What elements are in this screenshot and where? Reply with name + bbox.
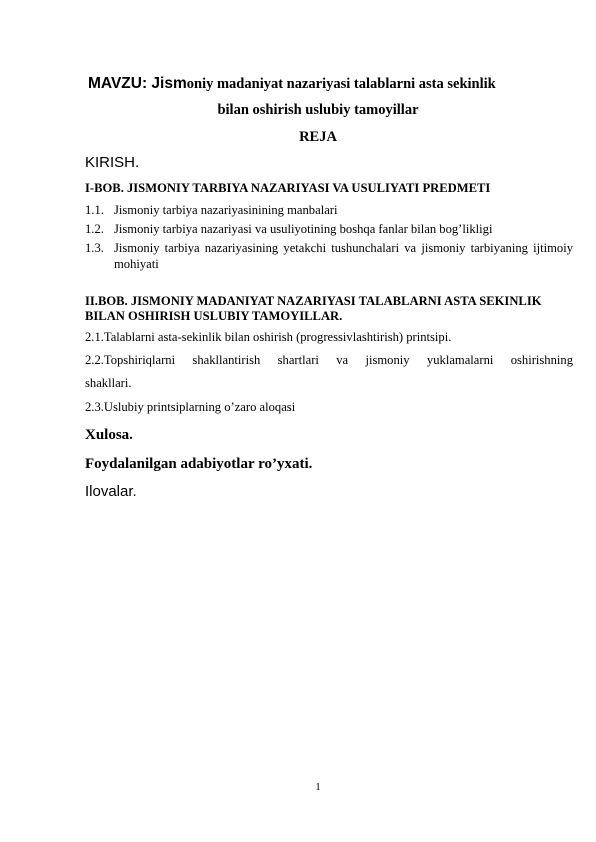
toc-item-number: 1.2.	[85, 222, 104, 236]
chapter1-heading: I-BOB. JISMONIY TARBIYA NAZARIYASI VA USULIYATI PREDMETI	[85, 181, 491, 195]
toc-item-number: 1.3.	[85, 241, 104, 255]
toc-item-2-2-line2: shakllari.	[85, 376, 132, 390]
toc-item-1-1	[85, 202, 573, 218]
toc-item-text: Jismoniy tarbiya nazariyasining yetakchi tushunchalari va jismoniy tarbiyaning ijtimoiy mohiyati	[114, 241, 573, 271]
toc-item-number: 1.1.	[85, 203, 104, 217]
intro-heading: KIRISH.	[85, 154, 140, 171]
conclusion-heading: Xulosa.	[85, 427, 133, 443]
title-prefix: MAVZU: Jism	[88, 75, 187, 92]
appendix-heading: Ilovalar.	[85, 483, 137, 500]
document-title-line1	[88, 75, 558, 93]
toc-item-2-3: 2.3.Uslubiy printsiplarning o’zaro aloqasi	[85, 400, 296, 414]
document-title-line2: bilan oshirish uslubiy tamoyillar	[217, 102, 419, 118]
title-rest: oniy madaniyat nazariyasi talablarni asta sekinlik	[186, 76, 496, 92]
toc-item-2-1: 2.1.Talablarni asta-sekinlik bilan oshirish (progressivlashtirish) printsipi.	[85, 330, 452, 344]
toc-item-text: Jismoniy tarbiya nazariyasinining manbalari	[114, 203, 338, 217]
plan-heading: REJA	[299, 129, 337, 145]
toc-item-1-3	[85, 240, 573, 272]
toc-item-1-2	[85, 221, 573, 237]
chapter2-heading: II.BOB. JISMONIY MADANIYAT NAZARIYASI TALABLARNI ASTA SEKINLIK BILAN OSHIRISH USLUBIY TAMOYILLAR.	[85, 294, 542, 323]
toc-item-text: Jismoniy tarbiya nazariyasi va usuliyotining boshqa fanlar bilan bog’likligi	[114, 222, 493, 236]
toc-item-2-2-line1: 2.2.Topshiriqlarni shakllantirish shartlari va jismoniy yuklamalarni oshirishning	[85, 353, 573, 367]
page-number: 1	[315, 781, 321, 793]
references-heading: Foydalanilgan adabiyotlar ro’yxati.	[85, 456, 313, 472]
